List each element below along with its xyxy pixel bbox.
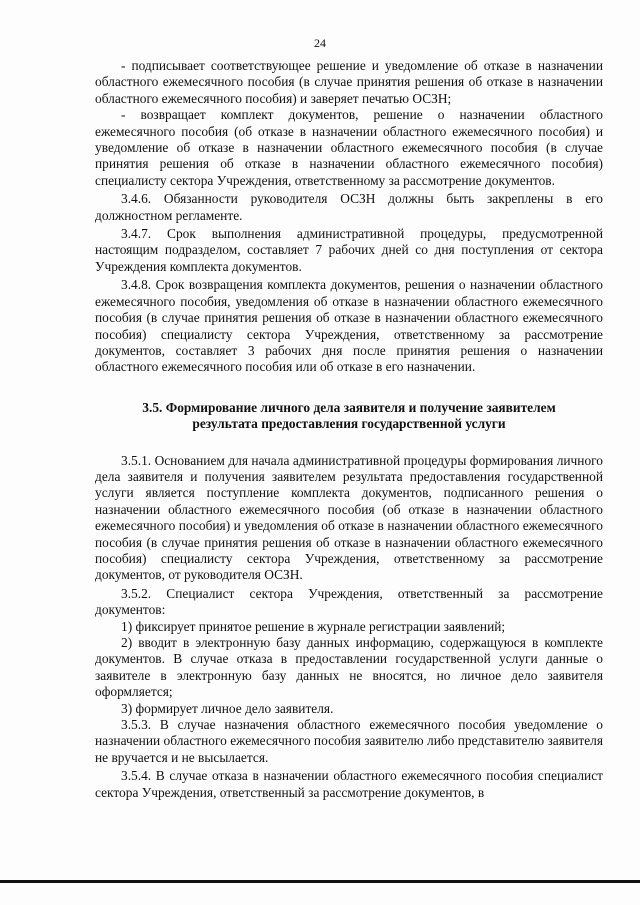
paragraph-3-4-8: 3.4.8. Срок возвращения комплекта документов, решения о назначении областного ежемесячного пособия, уведомления об отказе в назначении областного ежемесячного пособия (в случае принятия решения об отказе в назначении областного ежемесячного пособия) специалисту сектора Учреждения, ответственному за рассмотрение документов, составляет 3 рабочих дня после принятия решения о назначении областного ежемесячного пособия или об отказе в его назначении. <box>95 277 603 375</box>
paragraph-sign-decision: - подписывает соответствующее решение и уведомление об отказе в назначении областного ежемесячного пособия (в случае принятия решения об отказе в назначении областного ежемесячного пособия) и заверяет печатью ОСЗН; <box>95 58 603 106</box>
section-heading-3-5 <box>95 400 603 433</box>
list-item-3: 3) формирует личное дело заявителя. <box>121 700 334 716</box>
paragraph-3-5-3: 3.5.3. В случае назначения областного ежемесячного пособия уведомление о назначении областного ежемесячного пособия заявителю либо представителю заявителя не вручается и не высылается. <box>95 717 603 765</box>
document-body <box>95 58 603 801</box>
paragraph-3-4-6: 3.4.6. Обязанности руководителя ОСЗН должны быть закреплены в его должностном регламенте. <box>95 191 603 223</box>
list-item-2: 2) вводит в электронную базу данных информацию, содержащуюся в комплекте документов. В случае отказа в предоставлении государственной услуги данные о заявителе в электронную базу данных не вносятся, но личное дело заявителя оформляется; <box>95 635 603 700</box>
page-number: 24 <box>314 36 326 50</box>
list-item-1: 1) фиксирует принятое решение в журнале регистрации заявлений; <box>121 618 506 634</box>
paragraph-3-5-4: 3.5.4. В случае отказа в назначении областного ежемесячного пособия специалист сектора Учреждения, ответственный за рассмотрение документов, в <box>95 768 603 800</box>
section-heading-line-2: результата предоставления государственной услуги <box>192 416 506 432</box>
section-heading-line-1: 3.5. Формирование личного дела заявителя и получение заявителем <box>142 399 556 415</box>
paragraph-3-5-1: 3.5.1. Основанием для начала административной процедуры формирования личного дела заявителя и получения заявителем результата предоставления государственной услуги является поступление комплекта документов, подписанного решения о назначении областного ежемесячного пособия (об отказе в назначении областного ежемесячного пособия) и уведомления об отказе в назначении областного ежемесячного пособия (в случае принятия решения об отказе в назначении областного ежемесячного пособия) специалисту сектора Учреждения, ответственному за рассмотрение документов, от руководителя ОСЗН. <box>95 452 603 583</box>
paragraph-3-5-2: 3.5.2. Специалист сектора Учреждения, ответственный за рассмотрение документов: <box>95 585 603 618</box>
paragraph-return-documents: - возвращает комплект документов, решение о назначении областного ежемесячного пособия (об отказе в назначении областного ежемесячного пособия) и уведомление об отказе в назначении областного ежемесячного пособия (в случае принятия решения об отказе в назначении областного ежемесячного пособия) специалисту сектора Учреждения, ответственному за рассмотрение документов. <box>95 107 603 188</box>
scan-bottom-edge-line <box>0 880 640 883</box>
paragraph-3-4-7: 3.4.7. Срок выполнения административной процедуры, предусмотренной настоящим подразделом, составляет 7 рабочих дней со дня поступления от сектора Учреждения комплекта документов. <box>95 226 603 274</box>
